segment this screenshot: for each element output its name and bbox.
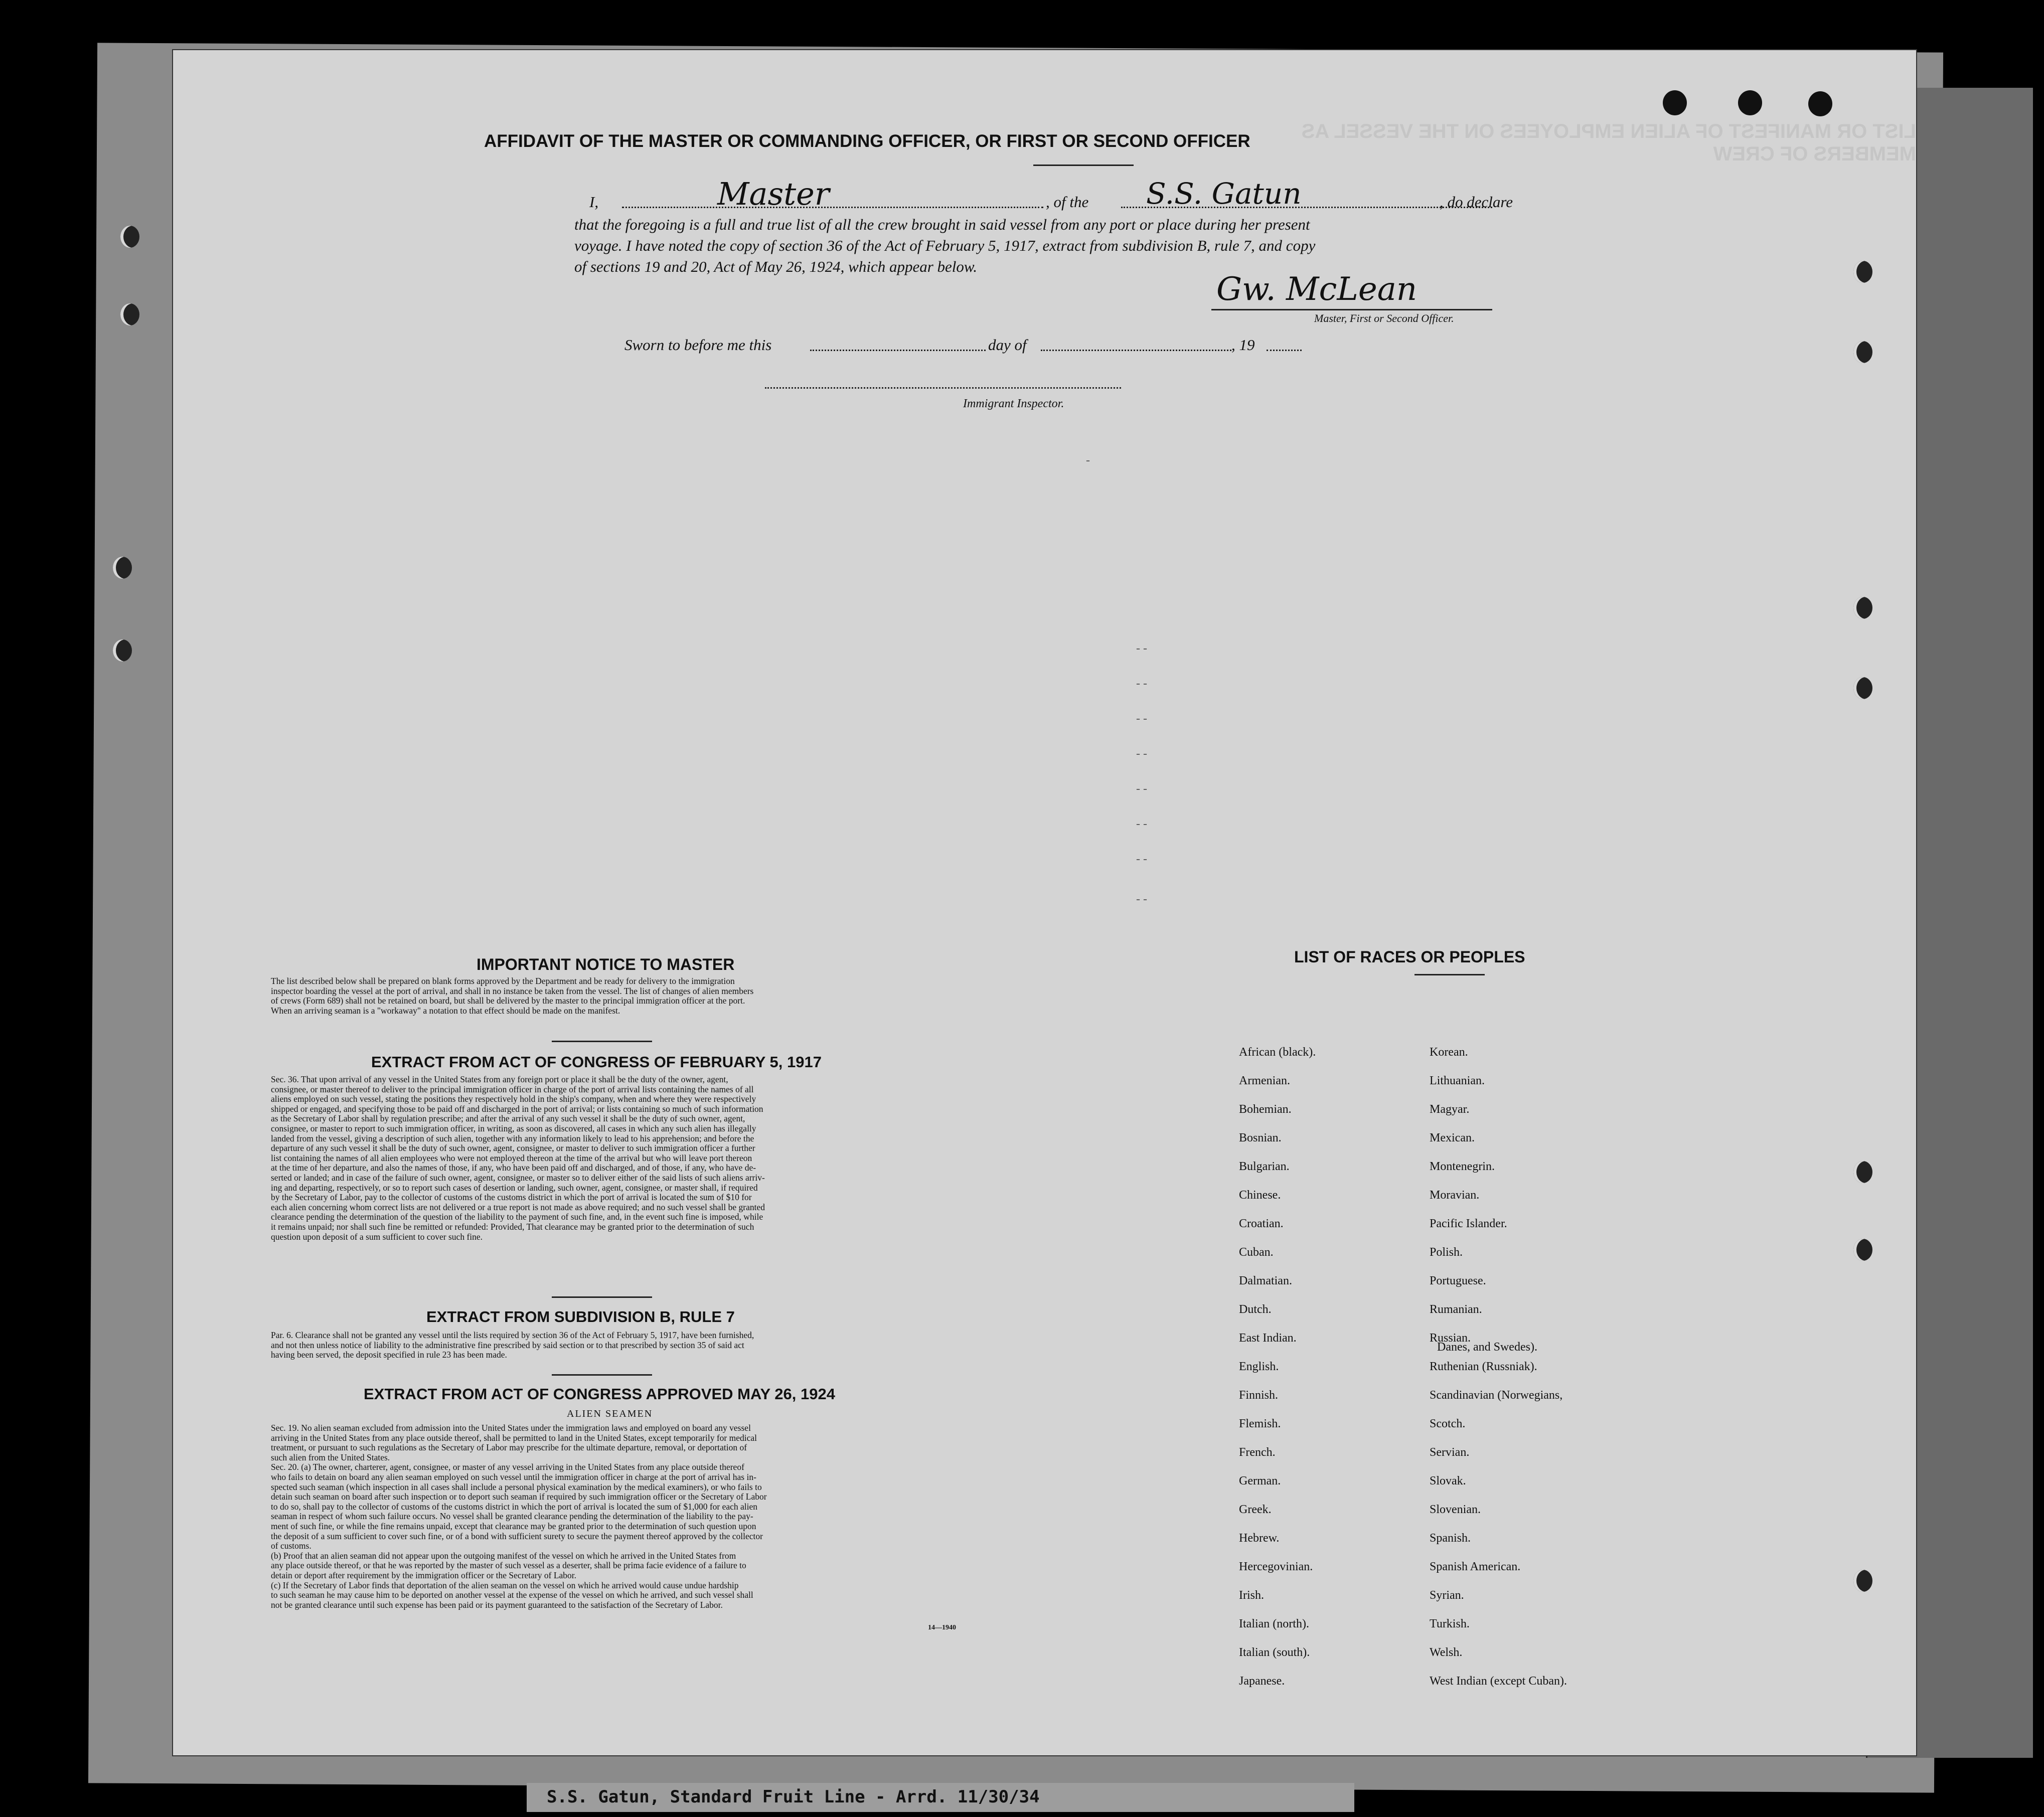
extract-1924-line: the deposit of a sum sufficient to cover such fine, or of a bond with sufficient surety to secure the payment thereof approved by the collector bbox=[271, 1531, 763, 1541]
binder-hole bbox=[1853, 261, 1872, 283]
extract-1924-line: spected such seaman (which inspection in all cases shall include a personal physical examination by the medical examiners), or who fails to bbox=[271, 1481, 762, 1492]
binder-hole bbox=[113, 639, 132, 662]
race-item: Russian. bbox=[1430, 1332, 1471, 1345]
extract-1917-line: consignee, or master thereof to deliver to the principal immigration officer in charge of the port of arrival lists containing the names of all bbox=[271, 1084, 754, 1094]
extract-1924-line: who fails to detain on board any alien seaman employed on such vessel until the immigration officer in charge at the port of arrival has in- bbox=[271, 1471, 756, 1482]
section-divider bbox=[552, 1041, 652, 1042]
race-item: Croatian. bbox=[1239, 1217, 1284, 1230]
bleed-tick: - - bbox=[1136, 893, 1147, 906]
sworn-date-line bbox=[810, 350, 986, 351]
signature-line bbox=[1211, 309, 1492, 310]
race-item: Servian. bbox=[1430, 1446, 1470, 1459]
affidavit-body-line-2: voyage. I have noted the copy of section 36 of the Act of February 5, 1917, extract from subdivision B, rule 7, and copy bbox=[574, 237, 1316, 254]
extract-1917-line: it remains unpaid; nor shall such fine be remitted or refunded: Provided, That clearance may be granted prior to the determination of such bbox=[271, 1221, 754, 1232]
extract-1917-text bbox=[271, 1075, 933, 1242]
race-item: Ruthenian (Russniak). bbox=[1430, 1360, 1537, 1373]
punch-hole-2 bbox=[1738, 90, 1762, 115]
sworn-prefix: Sworn to before me this bbox=[624, 336, 772, 354]
bleed-tick: - - bbox=[1136, 817, 1147, 831]
extract-1917-line: list containing the names of all alien employees who were not employed thereon at the time of the arrival but who will leave port thereon bbox=[271, 1152, 752, 1163]
race-item: Finnish. bbox=[1239, 1389, 1279, 1402]
extract-rule7-line: and not then unless notice of liability to the administrative fine prescribed by said section or to that prescribed by section 35 of said act bbox=[271, 1340, 744, 1350]
extract-1924-title: EXTRACT FROM ACT OF CONGRESS APPROVED MAY 26, 1924 bbox=[364, 1385, 835, 1403]
race-item: Hebrew. bbox=[1239, 1532, 1280, 1545]
binder-hole bbox=[1853, 1570, 1872, 1592]
race-item: Scandinavian (Norwegians, bbox=[1430, 1389, 1563, 1402]
affidavit-title: AFFIDAVIT OF THE MASTER OR COMMANDING OFFICER, OR FIRST OR SECOND OFFICER bbox=[484, 131, 1250, 151]
binder-hole bbox=[1853, 1161, 1872, 1183]
races-title: LIST OF RACES OR PEOPLES bbox=[1294, 948, 1525, 966]
race-item: Japanese. bbox=[1239, 1675, 1285, 1688]
master-name-line bbox=[622, 207, 1043, 208]
notice-line: When an arriving seaman is a "workaway" a notation to that effect should be made on the manifest. bbox=[271, 1005, 620, 1016]
race-item: Flemish. bbox=[1239, 1417, 1281, 1430]
affidavit-body-line-3: of sections 19 and 20, Act of May 26, 1924, which appear below. bbox=[574, 258, 978, 275]
vessel-name-handwriting: S.S. Gatun bbox=[1146, 177, 1302, 211]
race-item: Lithuanian. bbox=[1430, 1074, 1485, 1087]
bleed-tick: - - bbox=[1136, 712, 1147, 725]
extract-1917-line: at the time of her departure, and also the names of those, if any, who have been paid off and discharged, and of those, if any, who have de- bbox=[271, 1163, 756, 1173]
extract-1924-subtitle: ALIEN SEAMEN bbox=[567, 1408, 653, 1419]
extract-1917-line: clearance pending the determination of the question of the liability to the payment of such fine, and, in the event such fine is imposed, while bbox=[271, 1212, 763, 1222]
notice-title: IMPORTANT NOTICE TO MASTER bbox=[477, 955, 735, 973]
sworn-day-of: day of bbox=[988, 336, 1027, 354]
extract-1917-line: question upon deposit of a sum sufficient to cover such fine. bbox=[271, 1231, 483, 1242]
race-item: Scotch. bbox=[1430, 1417, 1466, 1430]
extract-1924-line: to such seaman he may cause him to be deported on another vessel at the expense of the vessel on which he arrived, and such vessel shall bbox=[271, 1590, 753, 1600]
document-page bbox=[173, 50, 1916, 1755]
race-item: Dalmatian. bbox=[1239, 1274, 1292, 1287]
race-item: African (black). bbox=[1239, 1046, 1316, 1059]
binder-hole bbox=[120, 226, 139, 248]
signature-caption: Master, First or Second Officer. bbox=[1314, 312, 1454, 324]
race-item: Slovenian. bbox=[1430, 1503, 1481, 1516]
race-item: Spanish. bbox=[1430, 1532, 1471, 1545]
section-divider bbox=[552, 1374, 652, 1376]
extract-1924-text bbox=[271, 1423, 933, 1610]
extract-1917-line: departure of any such vessel it shall be the duty of such owner, agent, consignee, or master to deliver to such immigration officer a further bbox=[271, 1143, 755, 1153]
extract-1924-line: ment of such fine, or while the fine remains unpaid, except that clearance may be granted prior to the determination of such question upon bbox=[271, 1521, 756, 1531]
extract-1917-line: shipped or engaged, and specifying those to be paid off and discharged in the port of arrival; or lists containing so much of such information bbox=[271, 1103, 763, 1114]
race-item: Turkish. bbox=[1430, 1617, 1470, 1630]
race-item: German. bbox=[1239, 1474, 1281, 1488]
race-item: West Indian (except Cuban). bbox=[1430, 1675, 1567, 1688]
binder-hole bbox=[120, 303, 139, 325]
extract-1917-line: each alien concerning whom correct lists are not delivered or a true report is not made as above required; and no such vessel shall be granted bbox=[271, 1202, 765, 1212]
extract-rule7-line: Par. 6. Clearance shall not be granted any vessel until the lists required by section 36 of the Act of February 5, 1917, have been furnished, bbox=[271, 1330, 754, 1340]
master-signature: Gw. McLean bbox=[1216, 271, 1418, 308]
race-item: Chinese. bbox=[1239, 1189, 1281, 1202]
race-item: East Indian. bbox=[1239, 1332, 1297, 1345]
race-item: Dutch. bbox=[1239, 1303, 1272, 1316]
binder-hole bbox=[1853, 677, 1872, 699]
race-item: Slovak. bbox=[1430, 1474, 1466, 1488]
extract-1917-line: serted or landed; and in case of the failure of such owner, agent, consignee, or master so to deliver either of the said lists of such aliens arriv- bbox=[271, 1172, 765, 1183]
extract-1924-line: detain or deport after requirement by the immigration officer or the Secretary of Labor. bbox=[271, 1570, 577, 1580]
race-item: Korean. bbox=[1430, 1046, 1468, 1059]
race-item: Hercegovinian. bbox=[1239, 1560, 1313, 1573]
extract-1924-line: of customs. bbox=[271, 1541, 311, 1551]
title-rule bbox=[1033, 164, 1134, 166]
race-item: Montenegrin. bbox=[1430, 1160, 1495, 1173]
extract-1924-line: not be granted clearance until such expense has been paid or its payment guaranteed to the satisfaction of the Secretary of Labor. bbox=[271, 1599, 723, 1610]
affidavit-line1-prefix: I, bbox=[589, 193, 599, 211]
notice-line: inspector boarding the vessel at the port of arrival, and shall in no instance be taken from the vessel. The list of changes of alien members bbox=[271, 985, 754, 996]
extract-1924-line: Sec. 20. (a) The owner, charterer, agent, consignee, or master of any vessel arriving in the United States from any place outside thereof bbox=[271, 1462, 744, 1472]
extract-1924-line: detain such seaman on board after such inspection or to deport such seaman if required by such immigration officer or the Secretary of Labor bbox=[271, 1492, 767, 1502]
extract-1924-line: such alien from the United States. bbox=[271, 1452, 390, 1462]
bleed-tick: - - bbox=[1136, 677, 1147, 690]
extract-1917-line: aliens employed on such vessel, stating the positions they respectively hold in the ship's company, when and where they were respectively bbox=[271, 1094, 756, 1104]
extract-1924-line: (c) If the Secretary of Labor finds that deportation of the alien seaman on the vessel on which he arrived would cause undue hardship bbox=[271, 1580, 739, 1590]
notice-line: of crews (Form 689) shall not be retained on board, but shall be delivered by the master to the principal immigration officer at the port. bbox=[271, 996, 745, 1006]
sworn-year: , 19 bbox=[1231, 336, 1255, 354]
extract-1917-line: Sec. 36. That upon arrival of any vessel in the United States from any foreign port or place it shall be the duty of the owner, agent, bbox=[271, 1074, 728, 1084]
extract-1924-line: treatment, or pursuant to such regulations as the Secretary of Labor may prescribe for the ultimate departure, removal, or deportation of bbox=[271, 1442, 747, 1453]
race-item: Bohemian. bbox=[1239, 1103, 1292, 1116]
race-item: Magyar. bbox=[1430, 1103, 1470, 1116]
extract-1924-line: seaman in respect of whom such failure occurs. No vessel shall be granted clearance pending the determination of the liability to the pay- bbox=[271, 1511, 753, 1522]
affidavit-line1-mid: , of the bbox=[1046, 193, 1089, 211]
affidavit-line1-suffix: , do declare bbox=[1440, 193, 1513, 211]
race-item: English. bbox=[1239, 1360, 1279, 1373]
extract-1924-line: Sec. 19. No alien seaman excluded from admission into the United States under the immigration laws and employed on board any vessel bbox=[271, 1423, 751, 1433]
notice-text bbox=[271, 976, 933, 1016]
archive-label-strip bbox=[527, 1783, 1354, 1812]
race-item: Italian (south). bbox=[1239, 1646, 1310, 1659]
extract-1917-line: by the Secretary of Labor, pay to the collector of customs of the customs district in which the port of arrival is located the sum of $10 for bbox=[271, 1192, 752, 1203]
extract-1917-line: as the Secretary of Labor shall by regulation prescribe; and after the arrival of any such vessel it shall be the duty of such owner, agent, bbox=[271, 1113, 745, 1124]
bleed-tick: - - bbox=[1136, 747, 1147, 760]
extract-1924-line: (b) Proof that an alien seaman did not appear upon the outgoing manifest of the vessel on which he arrived in the United States from bbox=[271, 1550, 736, 1561]
race-item: Mexican. bbox=[1430, 1131, 1475, 1144]
bleed-tick: - bbox=[1086, 454, 1090, 467]
race-item: Italian (north). bbox=[1239, 1617, 1309, 1630]
bleed-tick: - - bbox=[1136, 782, 1147, 795]
extract-1924-line: to do so, shall pay to the collector of customs of the customs district in which the port of arrival is located the sum of $1,000 for each alien bbox=[271, 1501, 758, 1512]
race-item: Moravian. bbox=[1430, 1189, 1480, 1202]
inspector-signature-line bbox=[765, 387, 1121, 389]
race-item: Welsh. bbox=[1430, 1646, 1463, 1659]
section-divider bbox=[552, 1296, 652, 1298]
extract-1924-line: any place outside thereof, or that he was reported by the master of such vessel as a deserter, shall be prima facie evidence of a failure to bbox=[271, 1560, 746, 1571]
notice-line: The list described below shall be prepared on blank forms approved by the Department and be ready for delivery to the immigration bbox=[271, 976, 735, 986]
race-item: Armenian. bbox=[1239, 1074, 1290, 1087]
race-item: French. bbox=[1239, 1446, 1276, 1459]
bleed-through-header: LIST OR MANIFEST OF ALIEN EMPLOYEES ON THE VESSEL AS MEMBERS OF CREW bbox=[1301, 120, 1916, 165]
extract-1917-title: EXTRACT FROM ACT OF CONGRESS OF FEBRUARY 5, 1917 bbox=[371, 1053, 822, 1071]
punch-hole-1 bbox=[1663, 90, 1687, 115]
binder-hole bbox=[1853, 597, 1872, 619]
race-item: Spanish American. bbox=[1430, 1560, 1521, 1573]
extract-rule7-line: having been served, the deposit specified in rule 23 has been made. bbox=[271, 1350, 507, 1360]
binder-hole bbox=[1853, 341, 1872, 363]
extract-1917-line: landed from the vessel, giving a description of such alien, together with any information likely to lead to his apprehension; and before the bbox=[271, 1133, 754, 1143]
inspector-caption: Immigrant Inspector. bbox=[963, 397, 1064, 410]
race-item: Bulgarian. bbox=[1239, 1160, 1290, 1173]
extract-rule7-text bbox=[271, 1331, 933, 1360]
binder-hole bbox=[1853, 1239, 1872, 1261]
archive-label-text: S.S. Gatun, Standard Fruit Line - Arrd. 11/30/34 bbox=[547, 1787, 1040, 1807]
race-item: Bosnian. bbox=[1239, 1131, 1282, 1144]
race-item: Greek. bbox=[1239, 1503, 1272, 1516]
races-title-rule bbox=[1414, 974, 1485, 975]
master-name-handwriting: Master bbox=[717, 176, 830, 212]
binder-hole bbox=[113, 557, 132, 579]
extract-1917-line: ing and departing, respectively, or so to report such cases of desertion or landing, such owner, agent, consignee, or master shall, if required bbox=[271, 1182, 758, 1193]
sworn-year-line bbox=[1267, 350, 1302, 351]
extract-1924-line: arriving in the United States from any place outside thereof, shall be permitted to land in the United States, except temporarily for medical bbox=[271, 1432, 757, 1443]
extract-1917-line: consignee, or master to report to such immigration officer, in writing, as soon as discovered, all cases in which any such alien has illegally bbox=[271, 1123, 756, 1133]
sworn-month-line bbox=[1041, 350, 1231, 351]
affidavit-body-line-1: that the foregoing is a full and true list of all the crew brought in said vessel from any port or place during her present bbox=[574, 216, 1310, 233]
race-continuation: Danes, and Swedes). bbox=[1437, 1341, 1537, 1354]
extract-rule7-title: EXTRACT FROM SUBDIVISION B, RULE 7 bbox=[426, 1308, 735, 1326]
race-item: Cuban. bbox=[1239, 1246, 1274, 1259]
bleed-tick: - - bbox=[1136, 853, 1147, 866]
race-item: Irish. bbox=[1239, 1589, 1264, 1602]
race-item: Syrian. bbox=[1430, 1589, 1464, 1602]
bleed-tick: - - bbox=[1136, 642, 1147, 655]
race-item: Rumanian. bbox=[1430, 1303, 1482, 1316]
race-item: Pacific Islander. bbox=[1430, 1217, 1507, 1230]
form-number: 14—1940 bbox=[928, 1624, 956, 1631]
punch-hole-3 bbox=[1808, 91, 1832, 116]
race-item: Polish. bbox=[1430, 1246, 1463, 1259]
race-item: Portuguese. bbox=[1430, 1274, 1486, 1287]
